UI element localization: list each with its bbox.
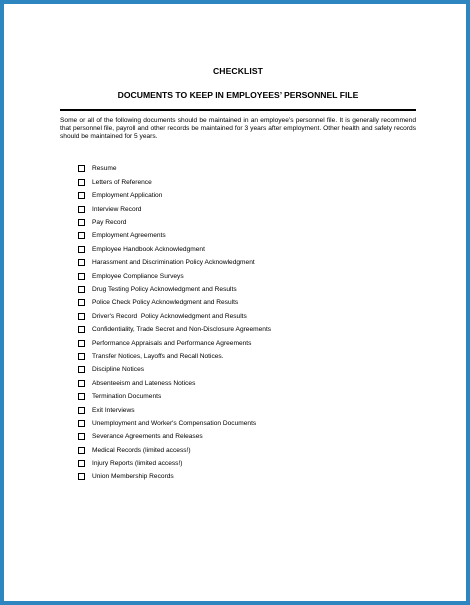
checklist-item-label: Drug Testing Policy Acknowledgment and Results — [92, 285, 237, 293]
checklist-item-label: Pay Record — [92, 219, 127, 227]
checklist-item[interactable] — [78, 310, 416, 323]
checklist-item[interactable] — [78, 350, 416, 363]
checklist — [78, 162, 416, 483]
checklist-item[interactable] — [78, 162, 416, 175]
checklist-item[interactable] — [78, 269, 416, 282]
checklist-item-label: Medical Records (limited access!) — [92, 446, 191, 454]
checklist-item-label: Termination Documents — [92, 393, 162, 401]
checklist-item[interactable] — [78, 202, 416, 215]
checklist-item[interactable] — [78, 417, 416, 430]
checklist-item[interactable] — [78, 443, 416, 456]
checklist-item[interactable] — [78, 216, 416, 229]
checkbox-icon[interactable] — [78, 313, 85, 320]
checklist-item[interactable] — [78, 296, 416, 309]
checklist-item[interactable] — [78, 243, 416, 256]
checkbox-icon[interactable] — [78, 206, 85, 213]
checklist-item-label: Injury Reports (limited access!) — [92, 460, 183, 468]
checkbox-icon[interactable] — [78, 259, 85, 266]
checklist-item-label: Letters of Reference — [92, 178, 152, 186]
checkbox-icon[interactable] — [78, 165, 85, 172]
checkbox-icon[interactable] — [78, 366, 85, 373]
checklist-item-label: Union Membership Records — [92, 473, 174, 481]
checkbox-icon[interactable] — [78, 219, 85, 226]
intro-paragraph: Some or all of the following documents should be maintained in an employee’s personnel file. It is generally recommend that personnel file, payroll and other records be maintained for 3 years after employment. Other health and safety records should be maintained for 5 years. — [60, 117, 416, 141]
checklist-item[interactable] — [78, 189, 416, 202]
checklist-item-label: Harassment and Discrimination Policy Acknowledgment — [92, 259, 255, 267]
checklist-item-label: Resume — [92, 165, 117, 173]
title-divider — [60, 109, 416, 111]
checkbox-icon[interactable] — [78, 420, 85, 427]
checklist-item-label: Absenteeism and Lateness Notices — [92, 379, 196, 387]
checklist-item-label: Employment Agreements — [92, 232, 166, 240]
checklist-item[interactable] — [78, 457, 416, 470]
checkbox-icon[interactable] — [78, 353, 85, 360]
checkbox-icon[interactable] — [78, 273, 85, 280]
checklist-item-label: Police Check Policy Acknowledgment and Results — [92, 299, 239, 307]
checklist-item-label: Employment Application — [92, 192, 163, 200]
checkbox-icon[interactable] — [78, 286, 85, 293]
checklist-item-label: Employee Compliance Surveys — [92, 272, 184, 280]
document-subtitle: DOCUMENTS TO KEEP IN EMPLOYEES’ PERSONNEL FILE — [117, 90, 359, 100]
checklist-item[interactable] — [78, 229, 416, 242]
checkbox-icon[interactable] — [78, 460, 85, 467]
checklist-item-label: Driver's Record Policy Acknowledgment and Results — [92, 312, 247, 320]
checkbox-icon[interactable] — [78, 232, 85, 239]
checkbox-icon[interactable] — [78, 393, 85, 400]
checkbox-icon[interactable] — [78, 246, 85, 253]
checklist-item[interactable] — [78, 256, 416, 269]
checklist-item-label: Confidentiality, Trade Secret and Non-Disclosure Agreements — [92, 326, 272, 334]
checklist-item-label: Unemployment and Worker's Compensation Documents — [92, 419, 257, 427]
checklist-item[interactable] — [78, 403, 416, 416]
checkbox-icon[interactable] — [78, 473, 85, 480]
checklist-item[interactable] — [78, 470, 416, 483]
checkbox-icon[interactable] — [78, 326, 85, 333]
checklist-item-label: Employee Handbook Acknowledgment — [92, 245, 205, 253]
checklist-item[interactable] — [78, 323, 416, 336]
checklist-item[interactable] — [78, 430, 416, 443]
checkbox-icon[interactable] — [78, 380, 85, 387]
checklist-item-label: Performance Appraisals and Performance Agreements — [92, 339, 252, 347]
checkbox-icon[interactable] — [78, 340, 85, 347]
checklist-item[interactable] — [78, 377, 416, 390]
checklist-item[interactable] — [78, 336, 416, 349]
document-body — [60, 60, 416, 484]
checkbox-icon[interactable] — [78, 433, 85, 440]
document-title: CHECKLIST — [212, 66, 264, 76]
checklist-item-label: Interview Record — [92, 205, 142, 213]
checklist-item[interactable] — [78, 176, 416, 189]
checklist-item-label: Exit Interviews — [92, 406, 135, 414]
checklist-item-label: Transfer Notices, Layoffs and Recall Notices. — [92, 352, 224, 360]
checkbox-icon[interactable] — [78, 192, 85, 199]
checkbox-icon[interactable] — [78, 179, 85, 186]
checklist-item[interactable] — [78, 363, 416, 376]
checklist-item-label: Severance Agreements and Releases — [92, 433, 203, 441]
checklist-item[interactable] — [78, 390, 416, 403]
checkbox-icon[interactable] — [78, 447, 85, 454]
checklist-item-label: Discipline Notices — [92, 366, 145, 374]
checkbox-icon[interactable] — [78, 299, 85, 306]
checkbox-icon[interactable] — [78, 407, 85, 414]
checklist-item[interactable] — [78, 283, 416, 296]
